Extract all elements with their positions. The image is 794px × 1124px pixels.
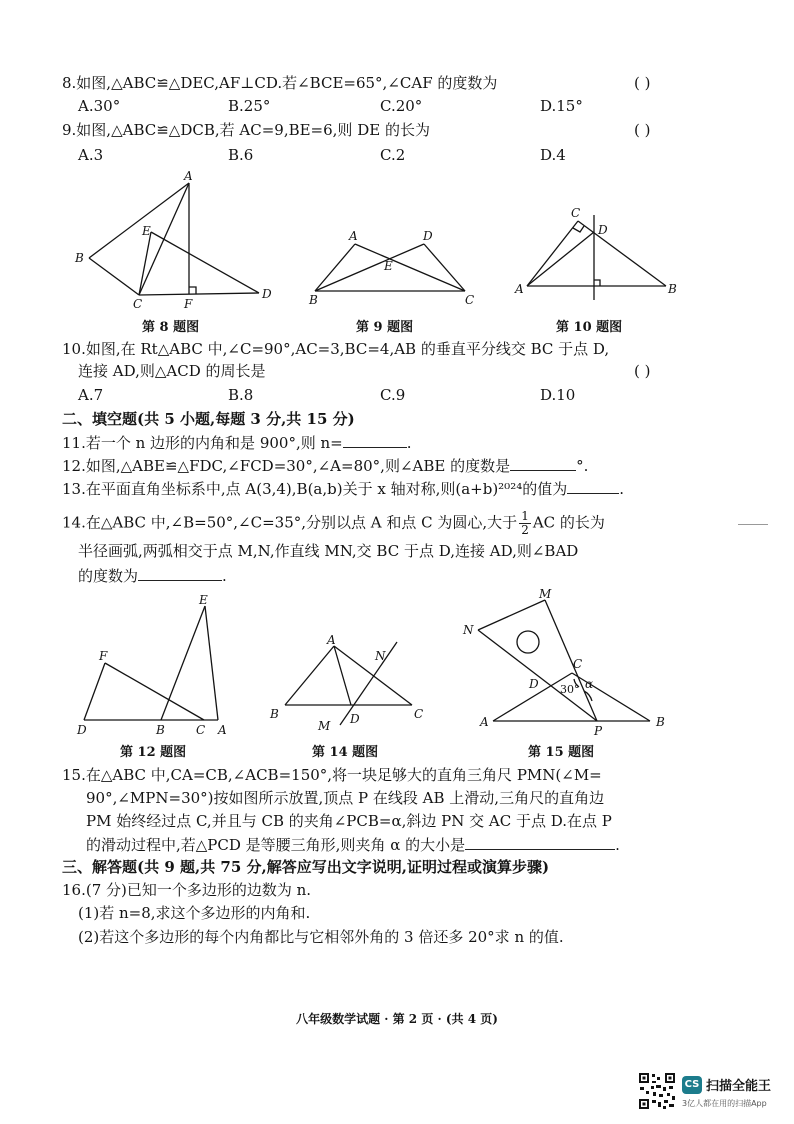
fig15-label-30deg: 30° <box>560 683 580 696</box>
fig12-label-e: E <box>199 593 208 607</box>
fig8-label-c: C <box>133 297 143 311</box>
fig9-label-a: A <box>349 229 358 243</box>
q11-stem: 11.若一个 n 边形的内角和是 900°,则 n= <box>62 434 343 452</box>
figure-14 <box>285 642 412 725</box>
q11-answer-blank[interactable] <box>343 433 407 448</box>
fig10-caption: 第 10 题图 <box>556 320 623 335</box>
q12-tail: °. <box>576 457 589 475</box>
fig8-label-d: D <box>262 287 272 301</box>
scanner-tagline: 3亿人都在用的扫描App <box>682 1099 767 1108</box>
q8-option-d: D.15° <box>540 97 583 115</box>
fig14-label-n: N <box>375 649 386 663</box>
fig8-label-b: B <box>75 251 84 265</box>
q8-answer-paren: ( ) <box>634 74 651 92</box>
fig8-label-f: F <box>184 297 193 311</box>
fig15-caption: 第 15 题图 <box>528 745 595 760</box>
fig15-label-b: B <box>656 715 665 729</box>
fig9-label-e: E <box>384 259 393 273</box>
fig8-label-e: E <box>142 224 151 238</box>
section-2-heading: 二、填空题(共 5 小题,每题 3 分,共 15 分) <box>62 410 355 428</box>
figure-15 <box>478 600 650 721</box>
q15-line4-stem: 的滑动过程中,若△PCD 是等腰三角形,则夹角 α 的大小是 <box>86 836 466 854</box>
edge-mark <box>738 524 768 525</box>
q8-option-c: C.20° <box>380 97 423 115</box>
figure-8 <box>89 183 259 295</box>
fig15-label-p: P <box>594 724 603 738</box>
fig9-label-b: B <box>309 293 318 307</box>
figure-12 <box>84 606 218 720</box>
section-3-heading: 三、解答题(共 9 题,共 75 分,解答应写出文字说明,证明过程或演算步骤) <box>62 858 550 876</box>
fig9-label-d: D <box>423 229 433 243</box>
q14-tail: . <box>222 567 227 585</box>
q16-stem: 16.(7 分)已知一个多边形的边数为 n. <box>62 881 312 899</box>
q10-answer-paren: ( ) <box>634 362 651 380</box>
fig15-label-n: N <box>463 623 474 637</box>
q14-line1 <box>62 510 605 537</box>
q13-stem: 13.在平面直角坐标系中,点 A(3,4),B(a,b)关于 x 轴对称,则(a+b)²⁰²⁴的值为 <box>62 480 568 498</box>
q11-text <box>62 433 412 452</box>
q10-option-d: D.10 <box>540 386 576 404</box>
fig10-label-a: A <box>515 282 524 296</box>
fig9-caption: 第 9 题图 <box>356 320 414 335</box>
q9-option-c: C.2 <box>380 146 406 164</box>
q10-option-b: B.8 <box>228 386 254 404</box>
fig15-label-a: A <box>480 715 489 729</box>
fig12-label-d: D <box>77 723 87 737</box>
fig9-label-c: C <box>465 293 475 307</box>
q10-option-a: A.7 <box>78 386 104 404</box>
q9-option-d: D.4 <box>540 146 566 164</box>
q12-stem: 12.如图,△ABE≌△FDC,∠FCD=30°,∠A=80°,则∠ABE 的度数是 <box>62 457 511 475</box>
q14-line1-a: 14.在△ABC 中,∠B=50°,∠C=35°,分别以点 A 和点 C 为圆心,大于 <box>62 513 518 532</box>
q9-option-a: A.3 <box>78 146 104 164</box>
q15-line1: 15.在△ABC 中,CA=CB,∠ACB=150°,将一块足够大的直角三角尺 PMN(∠M= <box>62 766 602 784</box>
q13-answer-blank[interactable] <box>567 479 619 494</box>
q10-line2: 连接 AD,则△ACD 的周长是 <box>78 362 266 380</box>
q11-tail: . <box>406 434 412 452</box>
figure-row-2 <box>0 580 794 755</box>
q10-line1: 10.如图,在 Rt△ABC 中,∠C=90°,AC=3,BC=4,AB 的垂直平分线交 BC 于点 D, <box>62 340 610 358</box>
q8-stem: 8.如图,△ABC≌△DEC,AF⊥CD.若∠BCE=65°,∠CAF 的度数为 <box>62 74 498 92</box>
q13-text <box>62 479 624 498</box>
fig14-label-d: D <box>350 712 360 726</box>
q15-answer-blank[interactable] <box>465 835 615 850</box>
fig12-label-c: C <box>196 723 206 737</box>
q15-tail: . <box>615 836 620 854</box>
q8-option-b: B.25° <box>228 97 271 115</box>
q10-option-c: C.9 <box>380 386 406 404</box>
fig12-label-f: F <box>99 649 108 663</box>
q16-part2: (2)若这个多边形的每个内角都比与它相邻外角的 3 倍还多 20°求 n 的值. <box>78 928 564 946</box>
q14-frac-num: 1 <box>521 509 529 523</box>
qr-code-icon <box>638 1072 676 1110</box>
q14-line1-b: AC 的长为 <box>532 513 605 532</box>
scanner-app-name: 扫描全能王 <box>706 1079 772 1094</box>
q15-line3: PM 始终经过点 C,并且与 CB 的夹角∠PCB=α,斜边 PN 交 AC 于点 D.在点 P <box>86 812 612 830</box>
fig10-label-c: C <box>571 206 581 220</box>
q14-frac-den: 2 <box>521 523 529 537</box>
q14-line2: 半径画弧,两弧相交于点 M,N,作直线 MN,交 BC 于点 D,连接 AD,则∠BAD <box>78 542 579 560</box>
fig14-label-a: A <box>327 633 336 647</box>
q12-answer-blank[interactable] <box>510 456 576 471</box>
q9-answer-paren: ( ) <box>634 121 651 139</box>
fig8-label-a: A <box>184 169 193 183</box>
figure-row-1 <box>0 0 794 340</box>
fig10-label-b: B <box>668 282 677 296</box>
fig14-label-m: M <box>318 719 331 733</box>
fig8-caption: 第 8 题图 <box>142 320 200 335</box>
fig15-label-alpha: α <box>585 677 594 691</box>
q14-answer-blank[interactable] <box>138 566 222 581</box>
fig12-label-b: B <box>156 723 165 737</box>
q16-part1: (1)若 n=8,求这个多边形的内角和. <box>78 904 311 922</box>
fig15-label-d: D <box>529 677 539 691</box>
fig15-label-c: C <box>573 657 583 671</box>
fig12-caption: 第 12 题图 <box>120 745 187 760</box>
q15-line2: 90°,∠MPN=30°)按如图所示放置,顶点 P 在线段 AB 上滑动,三角尺的直角边 <box>86 789 605 807</box>
fig14-label-b: B <box>270 707 279 721</box>
q14-fraction <box>519 510 531 537</box>
q9-stem: 9.如图,△ABC≌△DCB,若 AC=9,BE=6,则 DE 的长为 <box>62 121 430 139</box>
fig14-label-c: C <box>414 707 424 721</box>
q12-text <box>62 456 588 475</box>
fig15-label-m: M <box>539 587 552 601</box>
q14-line3-stem: 的度数为 <box>78 567 139 585</box>
q9-option-b: B.6 <box>228 146 254 164</box>
fig10-label-d: D <box>598 223 608 237</box>
page-footer: 八年级数学试题 · 第 2 页 · (共 4 页) <box>296 1012 498 1026</box>
figure-10 <box>527 215 666 300</box>
q8-option-a: A.30° <box>78 97 121 115</box>
scanner-logo-icon: CS <box>682 1076 702 1094</box>
q15-line4 <box>86 835 620 854</box>
fig12-label-a: A <box>218 723 227 737</box>
fig14-caption: 第 14 题图 <box>312 745 379 760</box>
q13-tail: . <box>619 480 625 498</box>
